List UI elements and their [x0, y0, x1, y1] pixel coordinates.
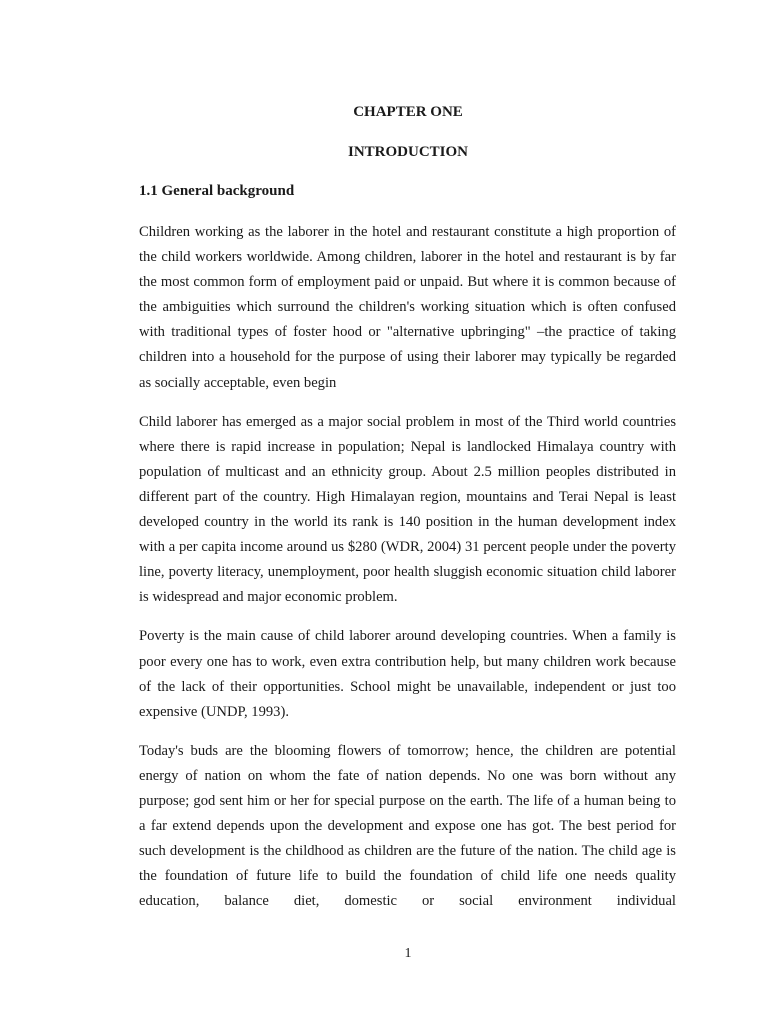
paragraph-4: Today's buds are the blooming flowers of tomorrow; hence, the children are potential energy of nation on whom the fate of nation depends. No one was born without any purpose; god sent him or her for special purpose on the earth. The life of a human being to a far extend depends upon the development and expose one has got. The best period for such development is the childhood as children are the future of the nation. The child age is the foundation of future life to build the foundation of child life one needs quality education, balance diet, domestic or social environment individual	[139, 742, 676, 910]
paragraph-3: Poverty is the main cause of child laborer around developing countries. When a family is poor every one has to work, even extra contribution help, but many children work because of the lack of their opportunities. School might be unavailable, independent or just too expensive (UNDP, 1993).	[139, 628, 676, 720]
chapter-subtitle: INTRODUCTION	[347, 144, 468, 160]
chapter-title: CHAPTER ONE	[353, 104, 463, 120]
paragraph-2: Child laborer has emerged as a major social problem in most of the Third world countries where there is rapid increase in population; Nepal is landlocked Himalaya country with population of multicast and an ethnicity group. About 2.5 million peoples distributed in different part of the country. High Himalayan region, mountains and Terai Nepal is least developed country in the world its rank is 140 position in the human development index with a per capita income around us $280 (WDR, 2004) 31 percent people under the poverty line, poverty literacy, unemployment, poor health sluggish economic situation child laborer is widespread and major economic problem.	[139, 413, 676, 606]
page-number: 1	[404, 946, 412, 961]
body-text	[139, 220, 676, 928]
paragraph-1: Children working as the laborer in the hotel and restaurant constitute a high proportion of the child workers worldwide. Among children, laborer in the hotel and restaurant is by far the most common form of employment paid or unpaid. But where it is common because of the ambiguities which surround the children's working situation which is often confused with traditional types of foster hood or "alternative upbringing" –the practice of taking children into a household for the purpose of using their laborer may typically be regarded as socially acceptable, even begin	[139, 224, 676, 391]
section-heading: 1.1 General background	[139, 183, 295, 199]
